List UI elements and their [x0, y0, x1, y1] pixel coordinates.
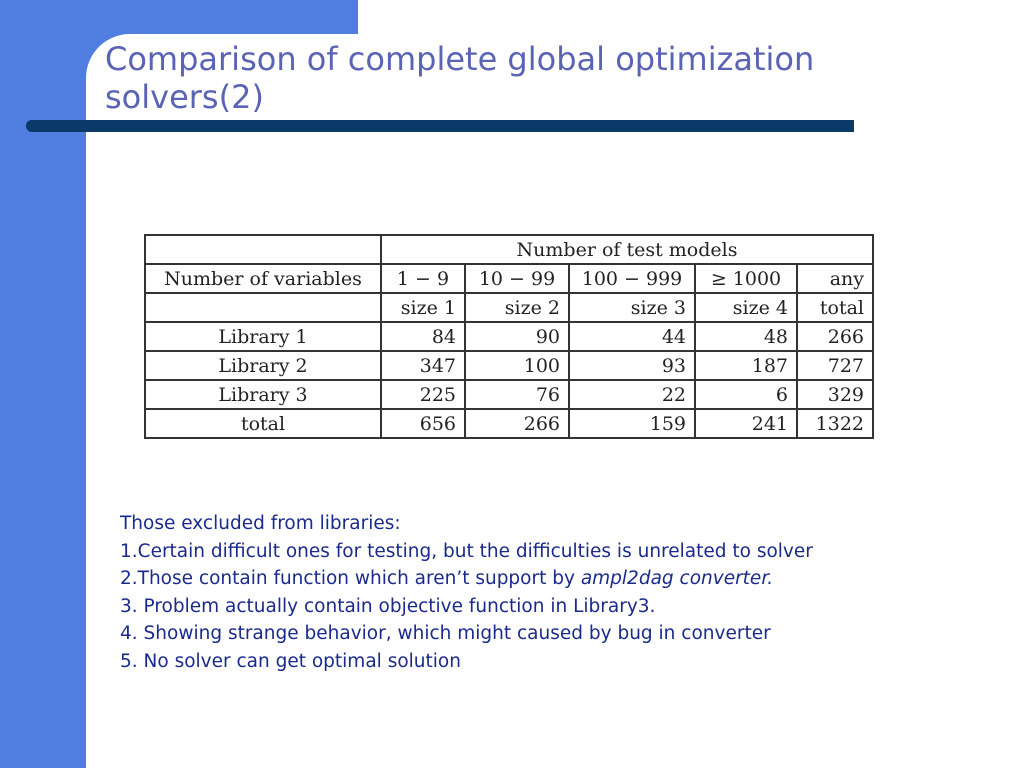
table-cell: 656 — [381, 409, 465, 438]
table-cell: 241 — [695, 409, 797, 438]
table-cell: 225 — [381, 380, 465, 409]
test-models-table — [144, 234, 874, 439]
table-cell: 266 — [465, 409, 569, 438]
notes-item — [120, 565, 1000, 593]
table-range-row — [145, 264, 873, 293]
size-header: size 3 — [569, 293, 695, 322]
notes-item: 5. No solver can get optimal solution — [120, 650, 461, 672]
table-row — [145, 322, 873, 351]
range-header: any — [797, 264, 873, 293]
table-cell: 100 — [465, 351, 569, 380]
table-total-row — [145, 409, 873, 438]
size-header: size 1 — [381, 293, 465, 322]
row-label: Library 2 — [145, 351, 381, 380]
table-row — [145, 380, 873, 409]
notes-item-text: 2.Those contain function which aren’t support by — [120, 568, 581, 589]
row-label: total — [145, 409, 381, 438]
table-cell: 266 — [797, 322, 873, 351]
table-cell: 1322 — [797, 409, 873, 438]
notes-item: 4. Showing strange behavior, which might caused by bug in converter — [120, 623, 771, 644]
notes-item: 1.Certain difficult ones for testing, but the difficulties is unrelated to solver — [120, 540, 813, 562]
row-label: Library 1 — [145, 322, 381, 351]
slide-title: Comparison of complete global optimization solvers(2) — [105, 40, 815, 116]
size-header: size 4 — [695, 293, 797, 322]
table-cell: 76 — [465, 380, 569, 409]
row-label: Library 3 — [145, 380, 381, 409]
title-underline — [26, 120, 854, 132]
table-cell: 90 — [465, 322, 569, 351]
notes-item: 3. Problem actually contain objective function in Library3. — [120, 595, 656, 617]
range-header: ≥ 1000 — [695, 264, 797, 293]
row-header: Number of variables — [145, 264, 381, 293]
table-cell: 48 — [695, 322, 797, 351]
notes-heading: Those excluded from libraries: — [120, 513, 401, 534]
table-cell: 84 — [381, 322, 465, 351]
table-cell: 727 — [797, 351, 873, 380]
table-cell: 347 — [381, 351, 465, 380]
table-cell: 159 — [569, 409, 695, 438]
table-cell: 187 — [695, 351, 797, 380]
table-row — [145, 351, 873, 380]
table-cell: 22 — [569, 380, 695, 409]
range-header: 100 − 999 — [569, 264, 695, 293]
size-header: size 2 — [465, 293, 569, 322]
table-group-header-row — [145, 235, 873, 264]
table-size-row — [145, 293, 873, 322]
range-header: 1 − 9 — [381, 264, 465, 293]
table-cell: 44 — [569, 322, 695, 351]
converter-name: ampl2dag converter. — [580, 568, 774, 589]
table-blank-cell — [145, 293, 381, 322]
table-cell: 6 — [695, 380, 797, 409]
exclusion-notes — [120, 510, 1000, 675]
table-cell: 93 — [569, 351, 695, 380]
size-header: total — [797, 293, 873, 322]
table-corner-cell — [145, 235, 381, 264]
table-cell: 329 — [797, 380, 873, 409]
group-header: Number of test models — [381, 235, 873, 264]
range-header: 10 − 99 — [465, 264, 569, 293]
